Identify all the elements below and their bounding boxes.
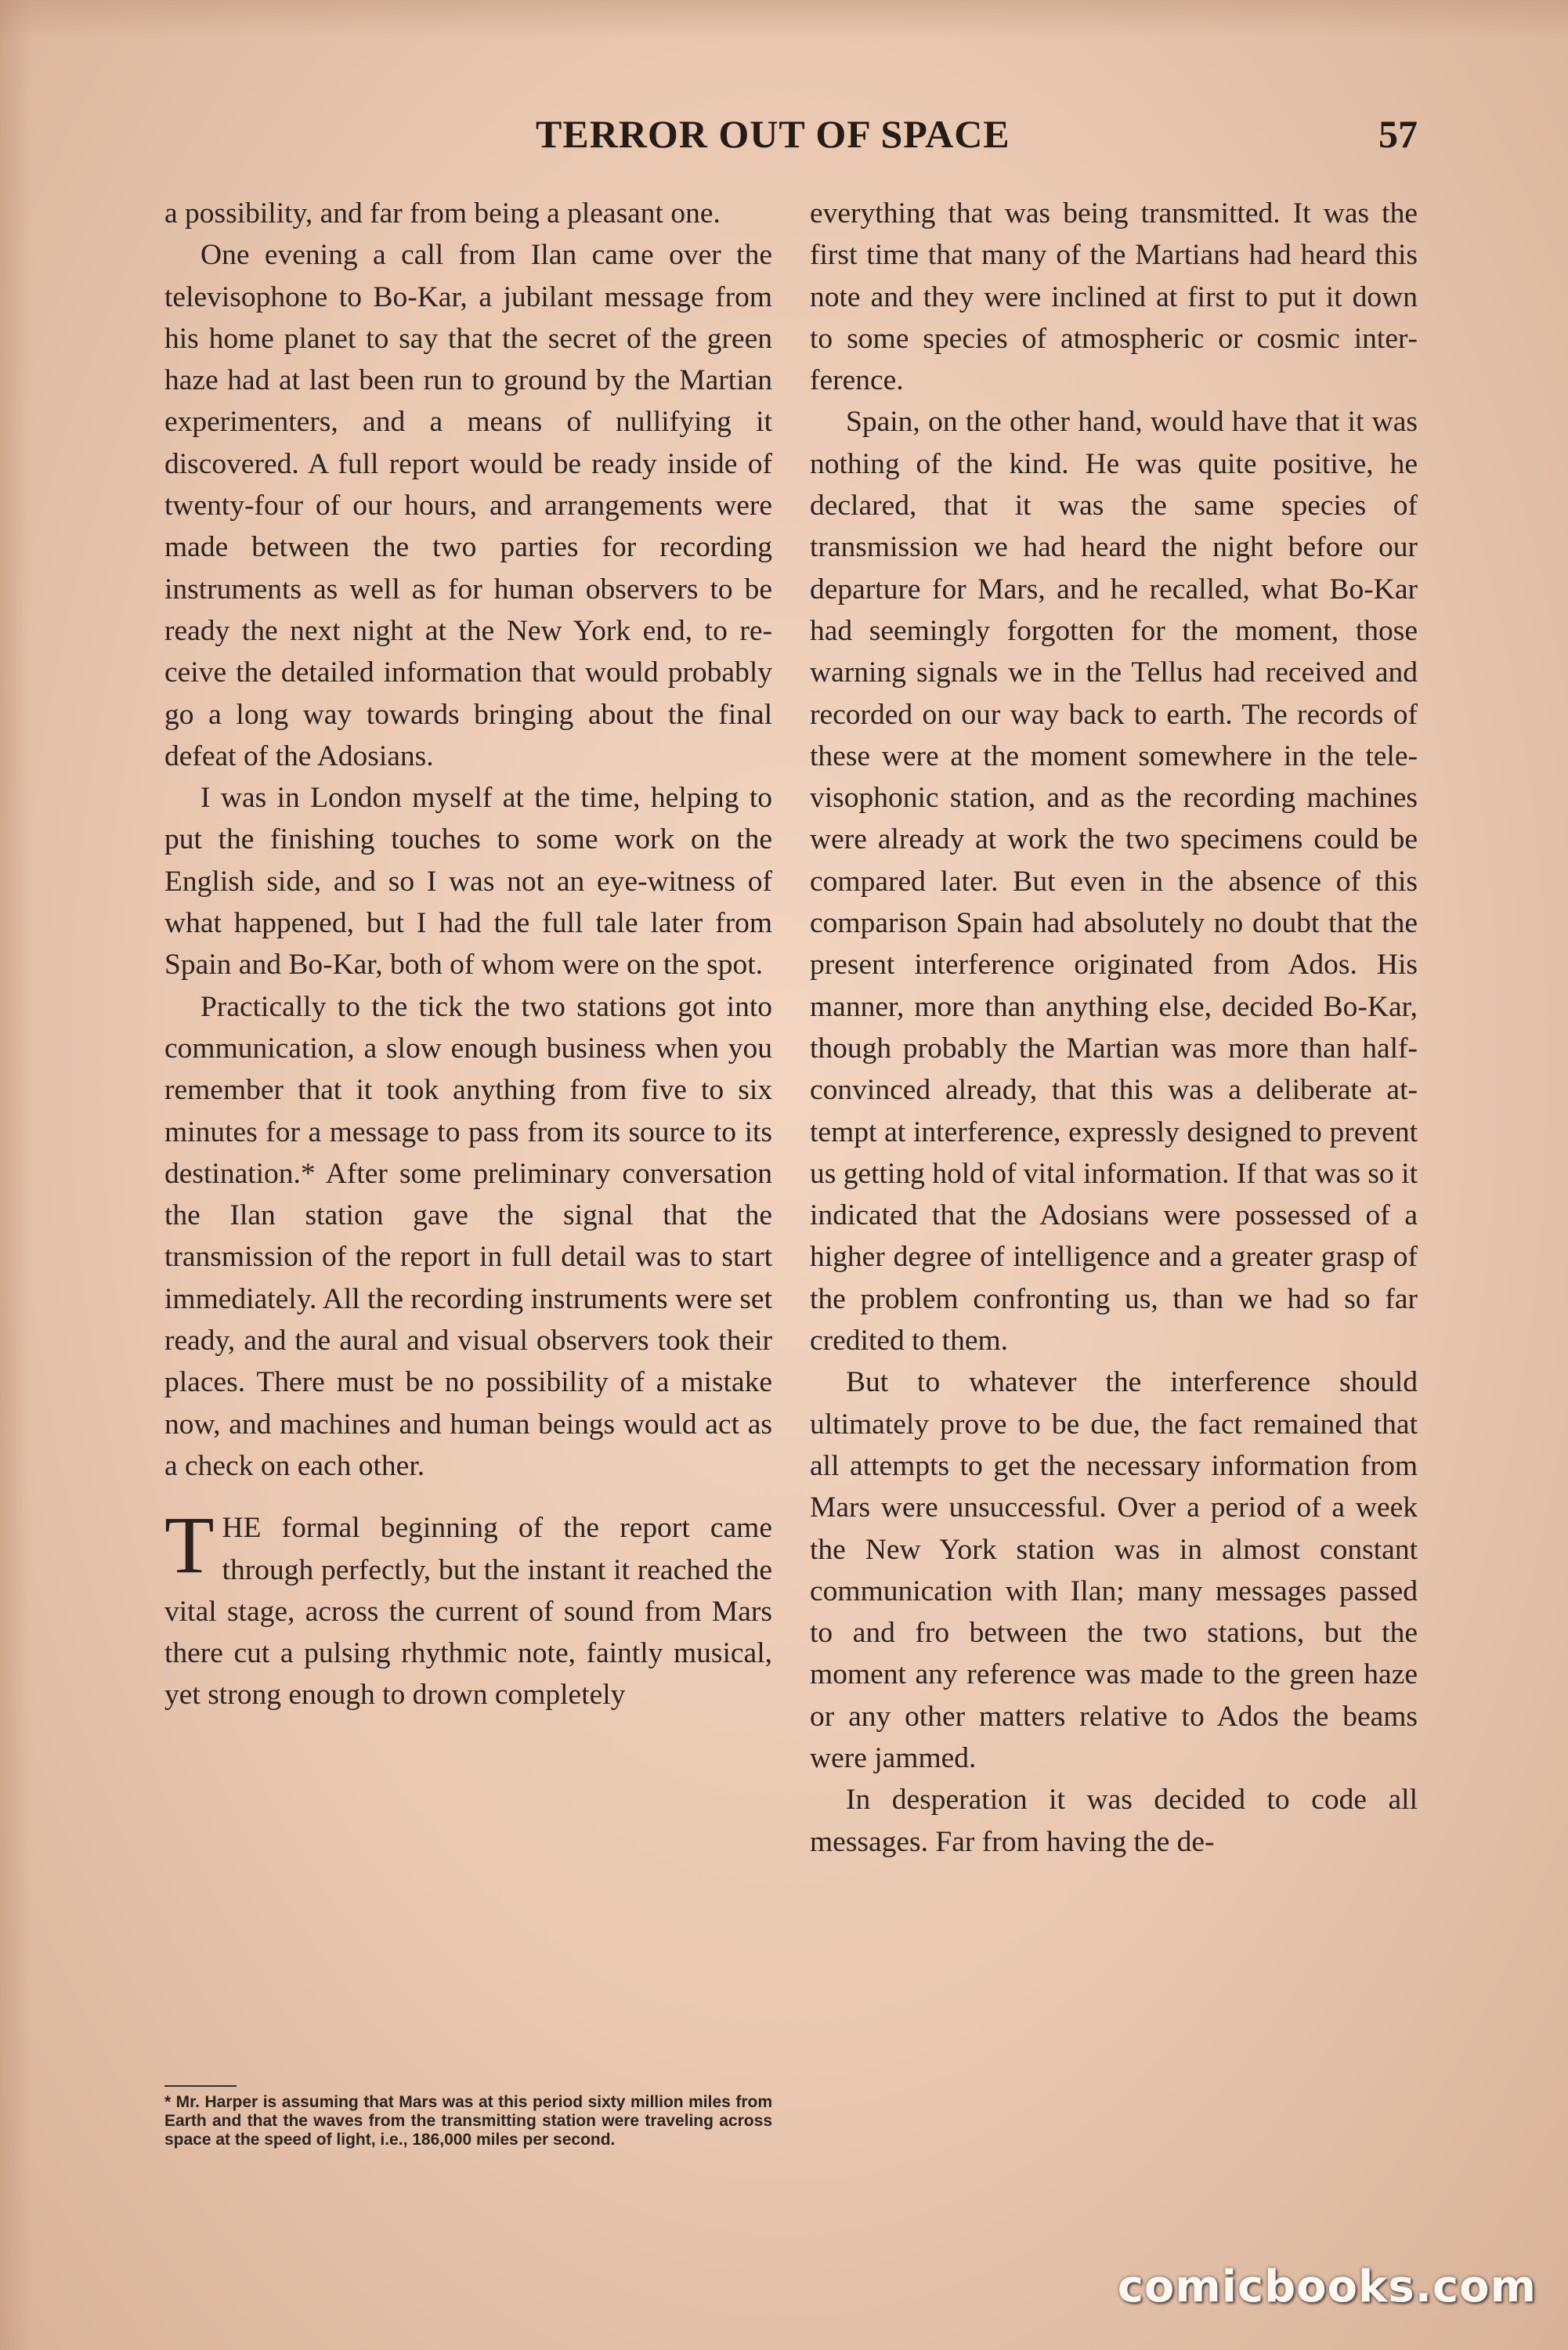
drop-cap: T xyxy=(164,1500,215,1591)
left-column xyxy=(164,193,772,1716)
right-column xyxy=(810,193,1418,1863)
section-paragraph xyxy=(164,1500,772,1716)
watermark: comicbooks.com xyxy=(1117,2261,1537,2312)
paragraph: One evening a call from Ilan came over the televisophone to Bo-Kar, a jubilant message from his home planet to say that the secret of the green haze had at last been run to ground by the Martian experimenters, and a means of nullifying it discovered. A full report would be ready inside of twenty-four of our hours, and arrangements were made between the two parties for recording instruments as well as for human observers to be ready the next night at the New York end, to receive the detailed information that would probably go a long way towards bringing about the final defeat of the Adosians. xyxy=(164,239,772,772)
paragraph: But to whatever the interference should ultimately prove to be due, the fact remained that all attempts to get the necessary information from Mars were unsuccessful. Over a period of a week the New York station was in almost constant communication with Ilan; many messages passed to and fro between the two stations, but the moment any reference was made to the green haze or any other matters relative to Ados the beams were jammed. xyxy=(810,1366,1418,1774)
page-header xyxy=(164,111,1418,158)
page-top-shadow xyxy=(0,0,1568,39)
paragraph: everything that was being transmitted. It was the first time that many of the Martians had heard this note and they were inclined at first to put it down to some species of atmospheric or cosmic interference. xyxy=(810,197,1418,397)
page-number: 57 xyxy=(1378,112,1418,156)
paragraph-text: HE formal beginning of the report came through perfectly, but the instant it reached the vital stage, across the current of sound from Mars there cut a pulsing rhythmic note, faintly musical, yet strong enough to drown completely xyxy=(164,1512,772,1712)
footnote: * Mr. Harper is assuming that Mars was at this period sixty million miles from Earth and that the waves from the transmitting station were traveling across space at the speed of light, i.e., 186,000 miles per second. xyxy=(164,2093,772,2149)
running-title: TERROR OUT OF SPACE xyxy=(536,112,1010,156)
paragraph: Practically to the tick the two stations got into communication, a slow enough business when you remember that it took anything from five to six minutes for a message to pass from its source to its destination.* After some preliminary conversation the Ilan station gave the signal that the transmission of the report in full detail was to start immediately. All the recording instruments were set ready, and the aural and visual observers took their places. There must be no possibility of a mistake now, and machines and human beings would act as a check on each other. xyxy=(164,990,772,1482)
page-edge-shadow xyxy=(0,0,31,2350)
paragraph: Spain, on the other hand, would have that it was nothing of the kind. He was quite positive, he declared, that it was the same species of transmission we had heard the night before our departure for Mars, and he recalled, what Bo-Kar had seemingly forgotten for the moment, those warning signals we in the Tellus had received and recorded on our way back to earth. The records of these were at the moment somewhere in the televisophonic station, and as the recording machines were already at work the two specimens could be compared later. But even in the absence of this comparison Spain had absolutely no doubt that the present interference originated from Ados. His manner, more than anything else, decided Bo-Kar, though probably the Martian was more than half-convinced already, that this was a deliberate attempt at interference, expressly designed to prevent us getting hold of vital information. If that was so it indicated that the Adosians were possessed of a higher degree of intelligence and a greater grasp of the problem confronting us, than we had so far credited to them. xyxy=(810,406,1418,1358)
footnote-rule xyxy=(164,2085,237,2087)
paragraph: I was in London myself at the time, helping to put the finishing touches to some work on the English side, and so I was not an eye-witness of what happened, but I had the full tale later from Spain and Bo-Kar, both of whom were on the spot. xyxy=(164,782,772,982)
paragraph: In desperation it was decided to code all messages. Far from having the de- xyxy=(810,1784,1418,1858)
paragraph: a possibility, and far from being a pleasant one. xyxy=(164,197,721,230)
